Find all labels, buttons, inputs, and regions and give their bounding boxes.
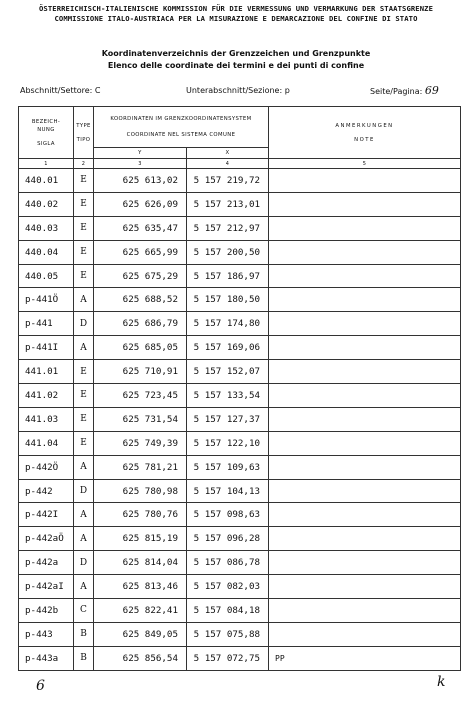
cell-sigla: p-442 bbox=[19, 479, 74, 503]
header-notes bbox=[269, 107, 461, 159]
table-row bbox=[19, 575, 461, 599]
cell-x: 5 157 133,54 bbox=[187, 384, 269, 408]
cell-sigla: p-442I bbox=[19, 503, 74, 527]
cell-y: 625 849,05 bbox=[94, 622, 187, 646]
header-line-it: COMMISSIONE ITALO-AUSTRIACA PER LA MISURAZIONE E DEMARCAZIONE DEL CONFINE DI STATO bbox=[54, 14, 418, 23]
cell-note bbox=[269, 312, 461, 336]
subtitle-de: Koordinatenverzeichnis der Grenzzeichen und Grenzpunkte bbox=[101, 49, 371, 58]
cell-x: 5 157 122,10 bbox=[187, 431, 269, 455]
cell-y: 625 665,99 bbox=[94, 240, 187, 264]
header-tipo bbox=[74, 107, 94, 159]
cell-sigla: p-442aÖ bbox=[19, 527, 74, 551]
cell-sigla: 440.01 bbox=[19, 169, 74, 193]
table-row bbox=[19, 646, 461, 670]
cell-x: 5 157 127,37 bbox=[187, 407, 269, 431]
cell-tipo: D bbox=[74, 312, 94, 336]
col-number-1: 1 bbox=[19, 159, 74, 169]
coordinate-table bbox=[18, 106, 461, 671]
table-row bbox=[19, 384, 461, 408]
cell-y: 625 813,46 bbox=[94, 575, 187, 599]
cell-y: 625 688,52 bbox=[94, 288, 187, 312]
cell-y: 625 731,54 bbox=[94, 407, 187, 431]
cell-tipo: A bbox=[74, 503, 94, 527]
table-row bbox=[19, 431, 461, 455]
abschnitt-field bbox=[20, 86, 101, 95]
cell-y: 625 781,21 bbox=[94, 455, 187, 479]
cell-note bbox=[269, 527, 461, 551]
cell-x: 5 157 072,75 bbox=[187, 646, 269, 670]
cell-note bbox=[269, 360, 461, 384]
table-row bbox=[19, 503, 461, 527]
header-coordinates bbox=[94, 107, 269, 148]
cell-y: 625 685,05 bbox=[94, 336, 187, 360]
table-row bbox=[19, 479, 461, 503]
cell-y: 625 686,79 bbox=[94, 312, 187, 336]
table-row bbox=[19, 622, 461, 646]
col-number-5: 5 bbox=[269, 159, 461, 169]
cell-tipo: E bbox=[74, 240, 94, 264]
cell-y: 625 780,98 bbox=[94, 479, 187, 503]
cell-sigla: p-442b bbox=[19, 599, 74, 623]
cell-tipo: B bbox=[74, 646, 94, 670]
table-row bbox=[19, 551, 461, 575]
cell-sigla: p-441I bbox=[19, 336, 74, 360]
header-anm-text: ANMERKUNGEN bbox=[335, 122, 394, 129]
table-row bbox=[19, 169, 461, 193]
cell-tipo: C bbox=[74, 599, 94, 623]
cell-sigla: p-442aI bbox=[19, 575, 74, 599]
cell-tipo: A bbox=[74, 455, 94, 479]
header-coord-it: COORDINATE NEL SISTEMA COMUNE bbox=[126, 132, 236, 138]
header-tipo-text: TIPO bbox=[76, 136, 91, 143]
cell-x: 5 157 213,01 bbox=[187, 192, 269, 216]
table-row bbox=[19, 360, 461, 384]
cell-note bbox=[269, 240, 461, 264]
cell-x: 5 157 075,88 bbox=[187, 622, 269, 646]
abschnitt-value: C bbox=[94, 86, 101, 95]
cell-note bbox=[269, 336, 461, 360]
cell-y: 625 626,09 bbox=[94, 192, 187, 216]
cell-x: 5 157 169,06 bbox=[187, 336, 269, 360]
cell-y: 625 749,39 bbox=[94, 431, 187, 455]
cell-note bbox=[269, 169, 461, 193]
col-number-2: 2 bbox=[74, 159, 94, 169]
cell-sigla: p-441Ö bbox=[19, 288, 74, 312]
table-row bbox=[19, 455, 461, 479]
cell-tipo: E bbox=[74, 407, 94, 431]
cell-x: 5 157 104,13 bbox=[187, 479, 269, 503]
cell-tipo: A bbox=[74, 527, 94, 551]
cell-note: PP bbox=[269, 646, 461, 670]
cell-note bbox=[269, 431, 461, 455]
cell-note bbox=[269, 455, 461, 479]
cell-note bbox=[269, 575, 461, 599]
cell-y: 625 856,54 bbox=[94, 646, 187, 670]
cell-x: 5 157 174,80 bbox=[187, 312, 269, 336]
cell-y: 625 814,04 bbox=[94, 551, 187, 575]
cell-x: 5 157 096,28 bbox=[187, 527, 269, 551]
unterabschnitt-field bbox=[186, 86, 290, 95]
cell-y: 625 635,47 bbox=[94, 216, 187, 240]
cell-x: 5 157 084,18 bbox=[187, 599, 269, 623]
table-row bbox=[19, 264, 461, 288]
cell-x: 5 157 200,50 bbox=[187, 240, 269, 264]
handwritten-mark-left: 6 bbox=[36, 678, 45, 694]
cell-note bbox=[269, 479, 461, 503]
table-row bbox=[19, 599, 461, 623]
cell-tipo: A bbox=[74, 575, 94, 599]
cell-tipo: D bbox=[74, 479, 94, 503]
cell-note bbox=[269, 216, 461, 240]
header-x: X bbox=[187, 148, 269, 159]
header-line-de: ÖSTERREICHISCH-ITALIENISCHE KOMMISSION FÜR DIE VERMESSUNG UND VERMARKUNG DER STAATSGRENZE bbox=[38, 4, 434, 13]
cell-x: 5 157 152,07 bbox=[187, 360, 269, 384]
handwritten-mark-right: k bbox=[437, 674, 446, 690]
header-bez-text: BEZEICH-NUNG bbox=[31, 118, 61, 133]
cell-sigla: p-442Ö bbox=[19, 455, 74, 479]
header-note-text: NOTE bbox=[354, 136, 375, 143]
cell-x: 5 157 086,78 bbox=[187, 551, 269, 575]
abschnitt-label: Abschnitt/Settore: bbox=[20, 86, 93, 95]
unterabschnitt-value: p bbox=[284, 86, 290, 95]
cell-x: 5 157 219,72 bbox=[187, 169, 269, 193]
document-header bbox=[0, 4, 472, 72]
cell-x: 5 157 082,03 bbox=[187, 575, 269, 599]
cell-y: 625 710,91 bbox=[94, 360, 187, 384]
col-number-3: 3 bbox=[94, 159, 187, 169]
cell-tipo: E bbox=[74, 192, 94, 216]
cell-tipo: E bbox=[74, 264, 94, 288]
table-row bbox=[19, 288, 461, 312]
cell-tipo: B bbox=[74, 622, 94, 646]
col-number-4: 4 bbox=[187, 159, 269, 169]
cell-tipo: E bbox=[74, 216, 94, 240]
cell-sigla: 440.03 bbox=[19, 216, 74, 240]
cell-note bbox=[269, 288, 461, 312]
cell-tipo: A bbox=[74, 288, 94, 312]
cell-tipo: E bbox=[74, 360, 94, 384]
cell-y: 625 815,19 bbox=[94, 527, 187, 551]
cell-note bbox=[269, 384, 461, 408]
cell-y: 625 613,02 bbox=[94, 169, 187, 193]
cell-sigla: p-442a bbox=[19, 551, 74, 575]
unterabschnitt-label: Unterabschnitt/Sezione: bbox=[186, 86, 283, 95]
header-sigla bbox=[19, 107, 74, 159]
header-type-text: TYPE bbox=[76, 122, 91, 129]
header-y: Y bbox=[94, 148, 187, 159]
table-row bbox=[19, 336, 461, 360]
table-row bbox=[19, 216, 461, 240]
cell-note bbox=[269, 192, 461, 216]
cell-y: 625 822,41 bbox=[94, 599, 187, 623]
cell-note bbox=[269, 264, 461, 288]
cell-tipo: A bbox=[74, 336, 94, 360]
cell-x: 5 157 212,97 bbox=[187, 216, 269, 240]
cell-sigla: p-441 bbox=[19, 312, 74, 336]
header-sigla-text: SIGLA bbox=[37, 140, 55, 147]
table-row bbox=[19, 240, 461, 264]
seite-value: 69 bbox=[424, 84, 439, 97]
seite-field bbox=[370, 84, 439, 97]
cell-sigla: 441.04 bbox=[19, 431, 74, 455]
cell-note bbox=[269, 503, 461, 527]
cell-tipo: E bbox=[74, 431, 94, 455]
table-row bbox=[19, 192, 461, 216]
cell-x: 5 157 180,50 bbox=[187, 288, 269, 312]
subtitle-it: Elenco delle coordinate dei termini e dei punti di confine bbox=[107, 61, 365, 70]
cell-sigla: 441.01 bbox=[19, 360, 74, 384]
cell-note bbox=[269, 622, 461, 646]
cell-sigla: 441.02 bbox=[19, 384, 74, 408]
cell-sigla: 440.05 bbox=[19, 264, 74, 288]
cell-y: 625 780,76 bbox=[94, 503, 187, 527]
cell-tipo: E bbox=[74, 169, 94, 193]
cell-tipo: D bbox=[74, 551, 94, 575]
cell-sigla: p-443a bbox=[19, 646, 74, 670]
seite-label: Seite/Pagina: bbox=[370, 87, 423, 96]
cell-y: 625 675,29 bbox=[94, 264, 187, 288]
cell-note bbox=[269, 407, 461, 431]
cell-sigla: p-443 bbox=[19, 622, 74, 646]
cell-note bbox=[269, 551, 461, 575]
cell-x: 5 157 186,97 bbox=[187, 264, 269, 288]
cell-sigla: 441.03 bbox=[19, 407, 74, 431]
cell-y: 625 723,45 bbox=[94, 384, 187, 408]
table-row bbox=[19, 407, 461, 431]
cell-x: 5 157 098,63 bbox=[187, 503, 269, 527]
header-coord-de: KOORDINATEN IM GRENZKOORDINATENSYSTEM bbox=[110, 116, 252, 122]
cell-sigla: 440.04 bbox=[19, 240, 74, 264]
cell-tipo: E bbox=[74, 384, 94, 408]
cell-note bbox=[269, 599, 461, 623]
cell-sigla: 440.02 bbox=[19, 192, 74, 216]
cell-x: 5 157 109,63 bbox=[187, 455, 269, 479]
table-row bbox=[19, 312, 461, 336]
table-row bbox=[19, 527, 461, 551]
